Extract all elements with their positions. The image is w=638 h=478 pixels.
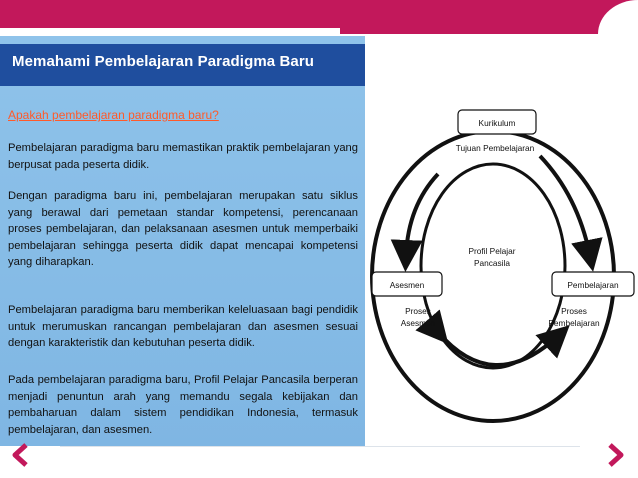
box-asesmen bbox=[372, 272, 442, 296]
slide-title: Memahami Pembelajaran Paradigma Baru bbox=[12, 53, 315, 70]
tujuan-label: Tujuan Pembelajaran bbox=[455, 143, 535, 153]
center-label-2: Pancasila bbox=[474, 258, 510, 268]
box-pembelajaran-label: Pembelajaran bbox=[567, 280, 619, 290]
center-label-1: Profil Pelajar bbox=[468, 246, 516, 256]
proses-pembelajaran-1: Proses bbox=[561, 306, 587, 316]
arrow-top-right bbox=[540, 156, 590, 256]
top-accent-tab bbox=[0, 28, 340, 36]
paragraph-1: Pembelajaran paradigma baru memastikan praktik pembelajaran yang berpusat pada peserta didik. bbox=[8, 142, 358, 171]
arrow-bottom bbox=[438, 332, 558, 365]
proses-asesmen-2: Asesmen bbox=[400, 318, 436, 328]
proses-asesmen-1: Proses bbox=[405, 306, 431, 316]
question-heading: Apakah pembelajaran paradigma baru? bbox=[8, 108, 219, 122]
next-button[interactable] bbox=[602, 442, 628, 468]
box-pembelajaran bbox=[552, 272, 634, 296]
paragraph-3: Pembelajaran paradigma baru memberikan keleluasaan bagi pendidik untuk merumuskan rancangan pembelajaran dan asesmen sesuai dengan karakteristik dan kebutuhan peserta didik. bbox=[8, 304, 358, 350]
footer-divider bbox=[60, 446, 580, 447]
chevron-left-icon bbox=[15, 445, 26, 465]
box-kurikulum bbox=[458, 110, 536, 134]
paragraph-4: Pada pembelajaran paradigma baru, Profil Pelajar Pancasila berperan menjadi penuntun arah yang memandu segala kebijakan dan pembaharuan dalam sistem pendidikan Indonesia, termasuk pembelajaran, dan asesmen. bbox=[8, 374, 358, 436]
box-asesmen-label: Asesmen bbox=[389, 280, 425, 290]
box-kurikulum-label: Kurikulum bbox=[478, 118, 516, 128]
chevron-right-icon bbox=[610, 445, 621, 465]
proses-pembelajaran-2: Pembelajaran bbox=[548, 318, 600, 328]
paragraph-2: Dengan paradigma baru ini, pembelajaran merupakan satu siklus yang berawal dari pemetaan standar kompetensi, perencanaan proses pembelajaran, dan pelaksanaan asesmen untuk memperbaiki pembelajaran sehingga peserta didik dapat mencapai kompetensi yang diharapkan. bbox=[8, 190, 358, 269]
prev-button[interactable] bbox=[8, 442, 34, 468]
cycle-diagram bbox=[368, 96, 638, 426]
